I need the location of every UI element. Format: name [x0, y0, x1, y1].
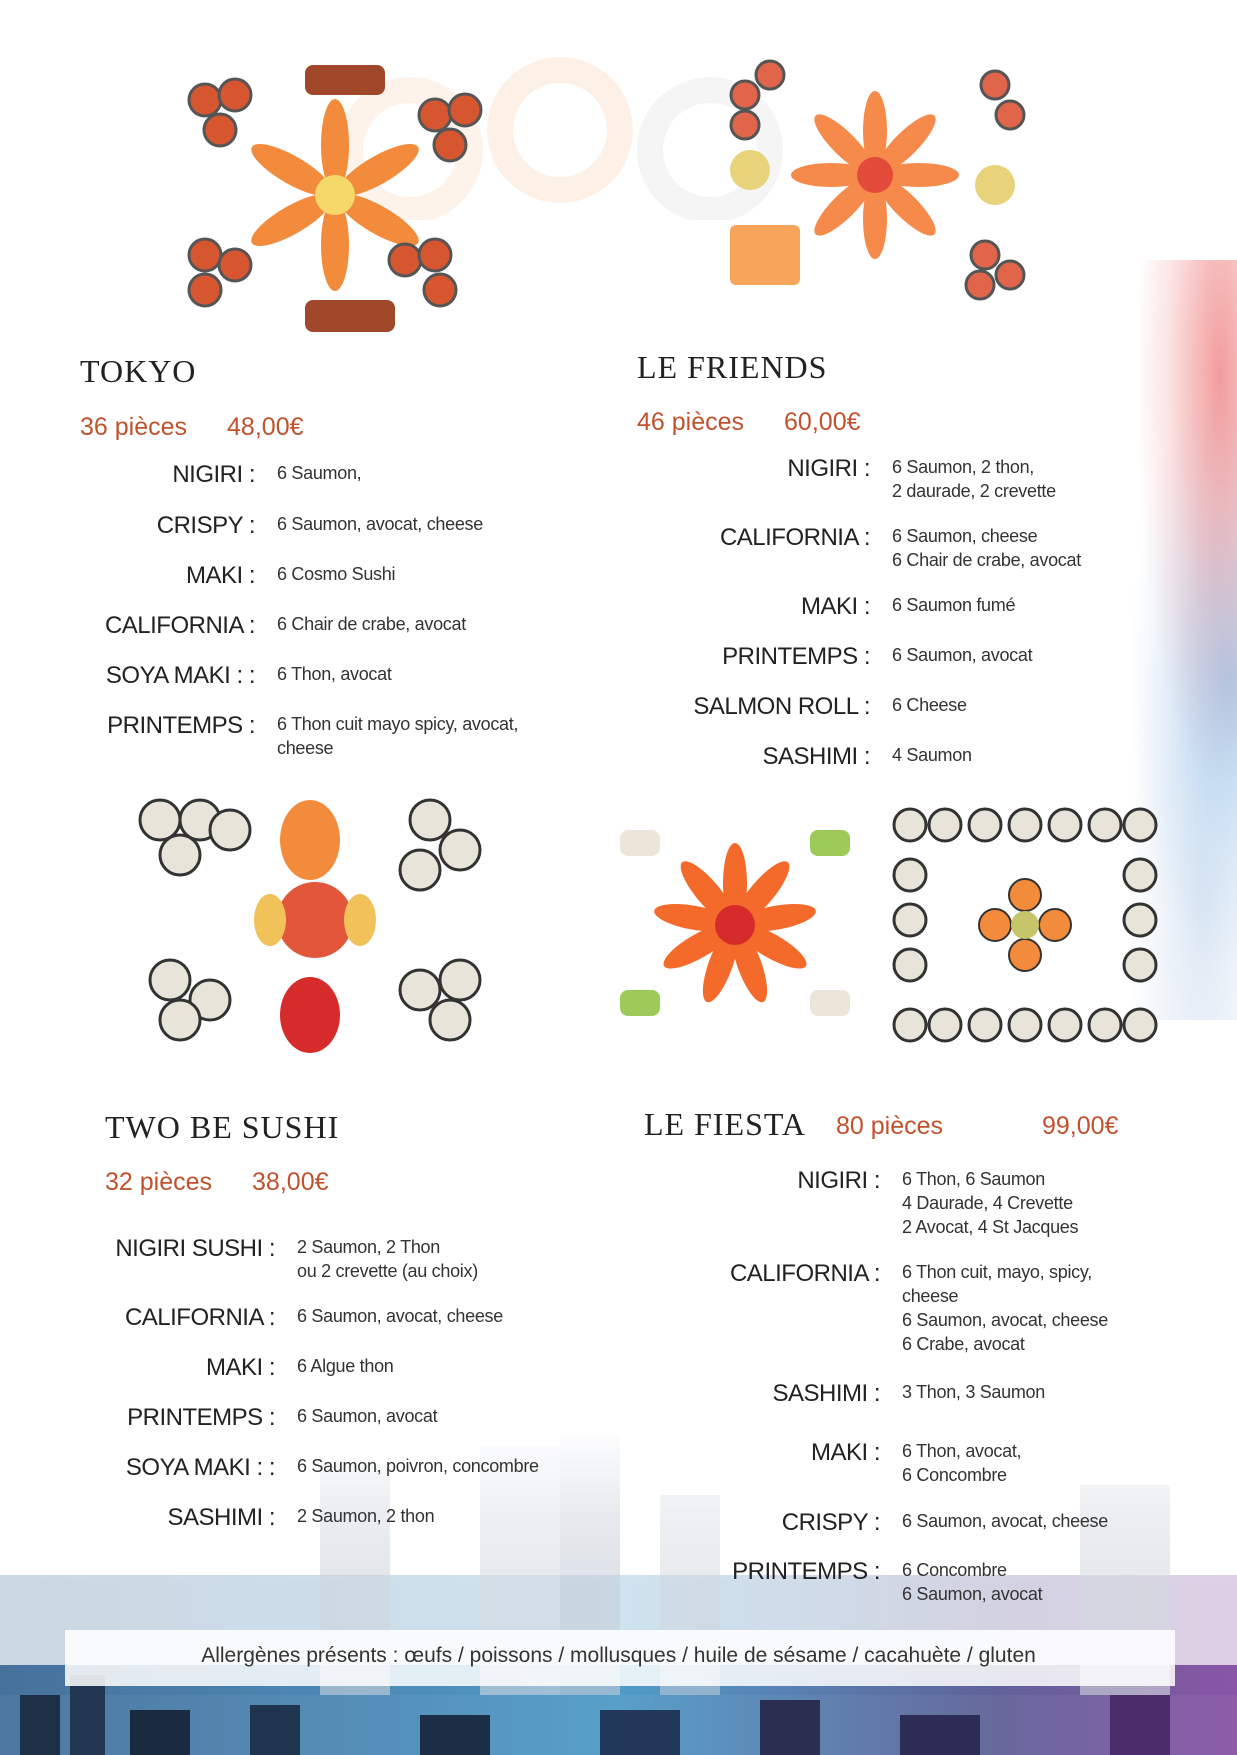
menu-item-row: [660, 524, 1081, 572]
menu-item-row: [80, 1404, 437, 1432]
item-label: CALIFORNIA :: [124, 1304, 275, 1331]
friends-platter-image: [715, 45, 1035, 325]
menu-item-row: [80, 1454, 539, 1482]
fiesta-title: LE FIESTA: [644, 1106, 806, 1142]
tokyo-pieces: 36 pièces: [80, 413, 188, 441]
menu-item-row: [660, 593, 1015, 621]
item-label: PRINTEMPS :: [107, 712, 255, 739]
two-be-sushi-pieces: 32 pièces: [105, 1168, 213, 1196]
item-description: 6 Saumon fumé: [892, 595, 1016, 615]
item-description: 6 Concombre 6 Saumon, avocat: [902, 1560, 1043, 1604]
item-description: 6 Saumon, avocat: [297, 1406, 438, 1426]
two-be-sushi-meta: [105, 1168, 329, 1197]
menu-item-row: [60, 612, 466, 640]
two-be-sushi-platter-image: [120, 780, 510, 1060]
item-description: 6 Saumon,: [277, 463, 362, 483]
menu-item-row: [660, 1509, 1108, 1537]
menu-item-row: [660, 455, 1056, 503]
menu-item-row: [80, 1235, 478, 1283]
item-label: SALMON ROLL :: [693, 693, 870, 720]
menu-item-row: [660, 693, 967, 721]
menu-item-row: [80, 1504, 434, 1532]
item-description: 6 Thon, 6 Saumon 4 Daurade, 4 Crevette 2 Avocat, 4 St Jacques: [902, 1169, 1079, 1237]
item-label: MAKI :: [800, 593, 870, 620]
item-label: NIGIRI :: [172, 461, 255, 488]
menu-item-row: [660, 1380, 1045, 1408]
menu-item-row: [660, 643, 1032, 671]
tokyo-price: 48,00€: [227, 413, 304, 441]
item-label: CALIFORNIA :: [719, 524, 870, 551]
item-description: 6 Chair de crabe, avocat: [277, 614, 466, 634]
item-description: 6 Thon cuit, mayo, spicy, cheese 6 Saumon, avocat, cheese 6 Crabe, avocat: [902, 1262, 1108, 1354]
item-label: NIGIRI :: [797, 1167, 880, 1194]
item-description: 6 Saumon, cheese 6 Chair de crabe, avocat: [892, 526, 1081, 570]
item-label: SOYA MAKI : :: [125, 1454, 275, 1481]
menu-item-row: [60, 562, 395, 590]
menu-item-row: [660, 743, 972, 771]
item-label: CALIFORNIA :: [104, 612, 255, 639]
fiesta-price: 99,00€: [1042, 1112, 1119, 1140]
item-description: 6 Cosmo Sushi: [277, 564, 396, 584]
item-description: 6 Saumon, poivron, concombre: [297, 1456, 539, 1476]
item-label: PRINTEMPS :: [732, 1558, 880, 1585]
item-description: 6 Thon cuit mayo spicy, avocat, cheese: [277, 714, 519, 758]
menu-item-row: [60, 662, 392, 690]
tokyo-platter-image: [165, 45, 505, 345]
fiesta-pieces: 80 pièces: [836, 1112, 944, 1140]
menu-item-row: [60, 712, 518, 760]
menu-item-row: [660, 1167, 1078, 1239]
item-label: SASHIMI :: [772, 1380, 880, 1407]
menu-item-row: [660, 1558, 1042, 1606]
item-label: CRISPY :: [156, 512, 255, 539]
menu-item-row: [80, 1304, 503, 1332]
item-description: 2 Saumon, 2 thon: [297, 1506, 435, 1526]
item-description: 6 Algue thon: [297, 1356, 394, 1376]
item-description: 6 Thon, avocat: [277, 664, 392, 684]
item-description: 3 Thon, 3 Saumon: [902, 1382, 1045, 1402]
menu-item-row: [660, 1260, 1108, 1356]
item-label: PRINTEMPS :: [722, 643, 870, 670]
item-label: SASHIMI :: [167, 1504, 275, 1531]
item-description: 6 Thon, avocat, 6 Concombre: [902, 1441, 1022, 1485]
friends-title: LE FRIENDS: [637, 349, 828, 385]
tokyo-title: TOKYO: [80, 353, 197, 389]
fiesta-platter-left-image: [600, 790, 870, 1060]
item-label: MAKI :: [810, 1439, 880, 1466]
item-description: 6 Saumon, avocat, cheese: [902, 1511, 1108, 1531]
item-label: NIGIRI :: [787, 455, 870, 482]
item-label: CALIFORNIA :: [729, 1260, 880, 1287]
tokyo-meta: [80, 413, 304, 442]
item-description: 6 Saumon, avocat, cheese: [277, 514, 483, 534]
two-be-sushi-price: 38,00€: [252, 1168, 329, 1196]
friends-pieces: 46 pièces: [637, 408, 745, 436]
item-label: NIGIRI SUSHI :: [115, 1235, 275, 1262]
two-be-sushi-title: TWO BE SUSHI: [105, 1109, 340, 1145]
item-label: SOYA MAKI : :: [105, 662, 255, 689]
menu-item-row: [60, 461, 361, 489]
friends-price: 60,00€: [784, 408, 861, 436]
item-description: 2 Saumon, 2 Thon ou 2 crevette (au choix): [297, 1237, 478, 1281]
item-label: SASHIMI :: [762, 743, 870, 770]
item-description: 6 Saumon, 2 thon, 2 daurade, 2 crevette: [892, 457, 1056, 501]
fiesta-platter-right-image: [885, 800, 1165, 1060]
item-label: CRISPY :: [781, 1509, 880, 1536]
allergens-note: Allergènes présents : œufs / poissons / mollusques / huile de sésame / cacahuète / gluten: [201, 1644, 1036, 1667]
item-description: 6 Cheese: [892, 695, 967, 715]
item-label: MAKI :: [205, 1354, 275, 1381]
menu-item-row: [660, 1439, 1021, 1487]
item-description: 6 Saumon, avocat: [892, 645, 1033, 665]
item-description: 6 Saumon, avocat, cheese: [297, 1306, 503, 1326]
menu-item-row: [60, 512, 483, 540]
item-label: PRINTEMPS :: [127, 1404, 275, 1431]
item-description: 4 Saumon: [892, 745, 972, 765]
friends-meta: [637, 408, 861, 437]
item-label: MAKI :: [185, 562, 255, 589]
menu-item-row: [80, 1354, 394, 1382]
